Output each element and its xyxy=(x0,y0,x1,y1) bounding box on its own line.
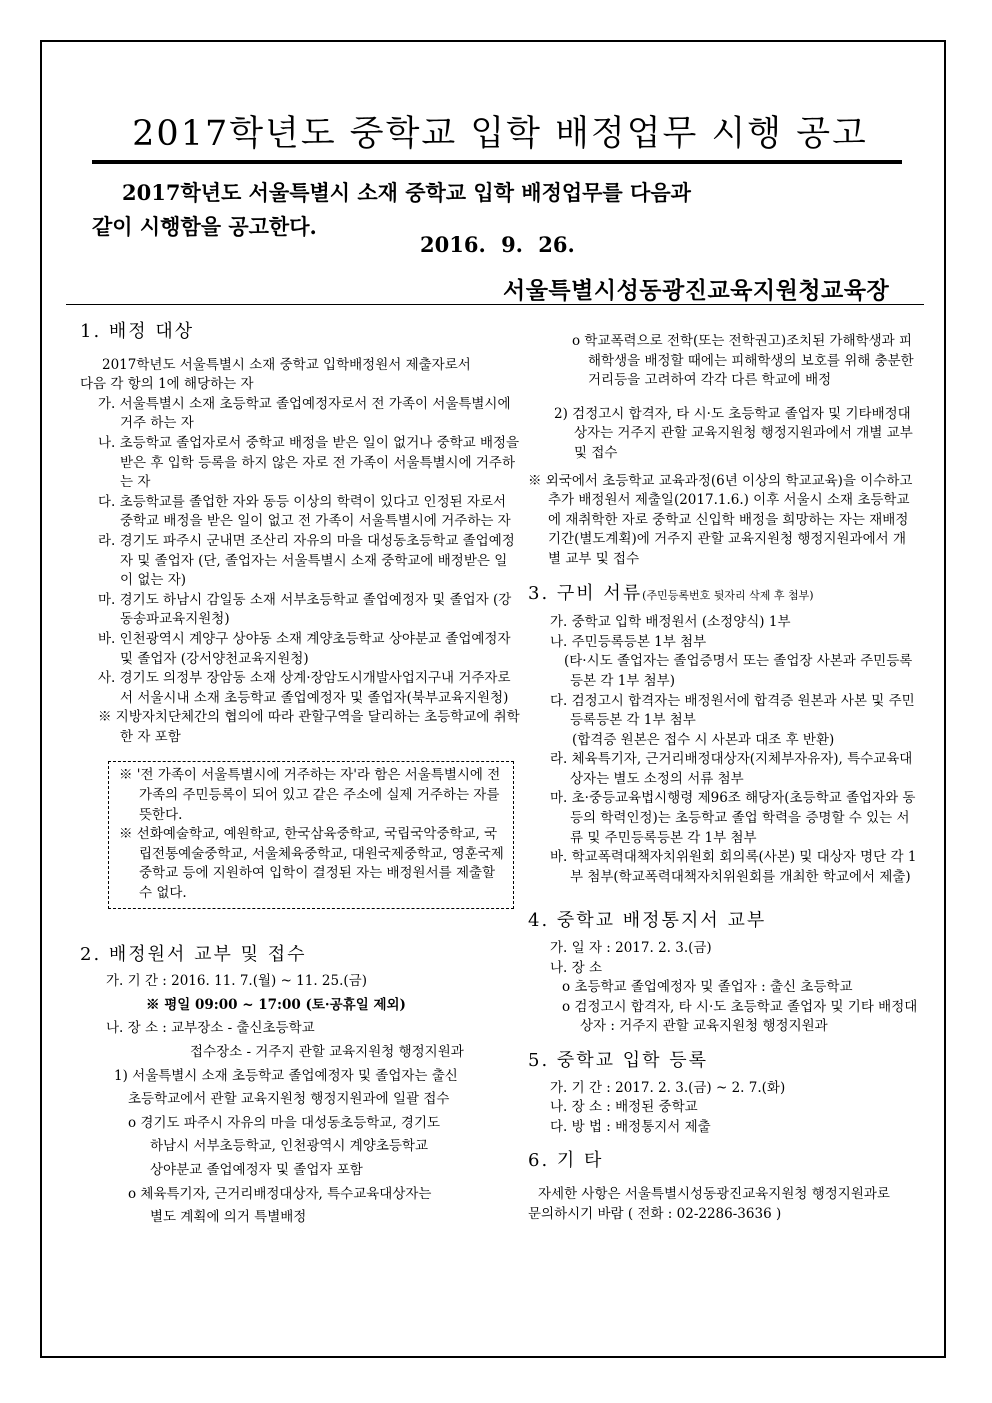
section-3-item: 가. 중학교 입학 배정원서 (소정양식) 1부 xyxy=(550,614,791,631)
section-2-item-1a: 1) 서울특별시 소재 초등학교 졸업예정자 및 졸업자는 출신 xyxy=(114,1067,458,1084)
section-1-item: 나. 초등학교 졸업자로서 중학교 배정을 받은 일이 없거나 중학교 배정을 받은 후 입학 등록을 하지 않은 자로 전 가족이 서울특별시에 거주하는 자 xyxy=(98,434,520,491)
section-3-item: 나. 주민등록등본 1부 첨부 xyxy=(550,633,707,650)
section-3-item: 라. 체육특기자, 근거리배정대상자(지체부자유자), 특수교육대상자는 별도 소정의 서류 첨부 xyxy=(550,751,913,787)
section-2-place-2: 접수장소 - 거주지 관할 교육지원청 행정지원과 xyxy=(190,1044,464,1060)
section-2-bullet-3: o 학교폭력으로 전학(또는 전학권고)조치된 가해학생과 피해학생을 배정할 때에는 피해학생의 보호를 위해 충분한 거리등을 고려하여 각각 다른 학교에 배정 xyxy=(572,333,914,389)
section-1-lead-2: 다음 각 항의 1에 해당하는 자 xyxy=(80,376,254,393)
section-2-bullet-1a: o 경기도 파주시 자유의 마을 대성동초등학교, 경기도 xyxy=(128,1114,441,1131)
section-1-item: 사. 경기도 의정부 장암동 소재 상계·장암도시개발사업지구내 거주자로서 서울시내 소재 초등학교 졸업예정자 및 졸업자(북부교육지원청) xyxy=(98,670,511,706)
section-5-heading: 5. 중학교 입학 등록 xyxy=(528,1050,709,1071)
section-1-note: ※ 지방자치단체간의 협의에 따라 관할구역을 달리하는 초등학교에 취학한 자 포함 xyxy=(98,709,520,745)
section-3-heading-note: (주민등록번호 뒷자리 삭제 후 첨부) xyxy=(642,588,814,602)
notice-box-item: ※ '전 가족이 서울특별시에 거주하는 자'라 함은 서울특별시에 전 가족의 주민등록이 되어 있고 같은 주소에 실제 거주하는 자를 뜻한다. xyxy=(119,767,501,823)
section-1-heading: 1. 배정 대상 xyxy=(80,321,195,342)
section-5-place: 나. 장 소 : 배정된 중학교 xyxy=(550,1099,698,1116)
section-1-notice-box xyxy=(108,761,514,908)
section-2-item-2: 2) 검정고시 합격자, 타 시·도 초등학교 졸업자 및 기타배정대상자는 거주지 관할 교육지원청 행정지원과에서 개별 교부 및 접수 xyxy=(554,405,913,461)
section-1-lead-1: 2017학년도 서울특별시 소재 중학교 입학배정원서 제출자로서 xyxy=(102,356,471,373)
section-2-item-1b: 초등학교에서 관할 교육지원청 행정지원과에 일괄 접수 xyxy=(128,1091,450,1108)
section-6-line-2: 문의하시기 바람 ( 전화 : 02-2286-3636 ) xyxy=(528,1205,782,1222)
issuer-divider xyxy=(66,304,924,305)
section-2-place-1: 나. 장 소 : 교부장소 - 출신초등학교 xyxy=(106,1020,315,1037)
right-column xyxy=(528,332,918,1224)
intro-line-1: 2017학년도 서울특별시 소재 중학교 입학 배정업무를 다음과 xyxy=(122,180,691,205)
section-3-title: 3. 구비 서류 xyxy=(528,582,643,604)
page-title: 2017학년도 중학교 입학 배정업무 시행 공고 xyxy=(132,114,868,154)
issuer-name: 서울특별시성동광진교육지원청교육장 xyxy=(503,277,890,304)
section-3-item: 다. 검정고시 합격자는 배정원서에 합격증 원본과 사본 및 주민등록등본 각 1부 첨부 xyxy=(550,692,915,729)
section-3-item: (합격증 원본은 접수 시 사본과 대조 후 반환) xyxy=(572,731,835,748)
section-1-item: 마. 경기도 하남시 감일동 소재 서부초등학교 졸업예정자 및 졸업자 (강동송파교육지원청) xyxy=(98,591,512,628)
section-3-item: 바. 학교폭력대책자치위원회 회의록(사본) 및 대상자 명단 각 1부 첨부(학교폭력대책자치위원회를 개최한 학교에서 제출) xyxy=(550,849,917,885)
section-2-bullet-2a: o 체육특기자, 근거리배정대상자, 특수교육대상자는 xyxy=(128,1185,432,1202)
section-2-bullet-2b: 별도 계획에 의거 특별배정 xyxy=(150,1209,307,1226)
section-1-item: 바. 인천광역시 계양구 상야동 소재 계양초등학교 상야분교 졸업예정자 및 졸업자 (강서양천교육지원청) xyxy=(98,630,511,667)
section-3-item: 마. 초·중등교육법시행령 제96조 해당자(초등학교 졸업자와 동등의 학력인정)는 초등학교 졸업 학력을 증명할 수 있는 서류 및 주민등록등본 각 1부 첨부 xyxy=(550,790,916,846)
section-5-method: 다. 방 법 : 배정통지서 제출 xyxy=(550,1118,711,1135)
section-4-bullet: o 검정고시 합격자, 타 시·도 초등학교 졸업자 및 기타 배정대상자 : 거주지 관할 교육지원청 행정지원과 xyxy=(562,998,918,1035)
title-underline xyxy=(92,160,902,164)
section-6-line-1: 자세한 사항은 서울특별시성동광진교육지원청 행정지원과로 xyxy=(538,1185,890,1202)
section-3-heading xyxy=(528,584,918,606)
section-4-place: 나. 장 소 xyxy=(550,959,602,976)
section-6-heading: 6. 기 타 xyxy=(528,1150,604,1172)
section-5-period: 가. 기 간 : 2017. 2. 3.(금) ~ 2. 7.(화) xyxy=(550,1079,786,1096)
section-4-date: 가. 일 자 : 2017. 2. 3.(금) xyxy=(550,940,712,957)
section-4-heading: 4. 중학교 배정통지서 교부 xyxy=(528,910,767,932)
section-2-bullet-1b: 하남시 서부초등학교, 인천광역시 계양초등학교 xyxy=(150,1138,428,1155)
section-1-item: 가. 서울특별시 소재 초등학교 졸업예정자로서 전 가족이 서울특별시에 거주 하는 자 xyxy=(98,395,511,432)
intro-line-2: 같이 시행함을 공고한다. xyxy=(92,214,317,239)
section-1-item: 라. 경기도 파주시 군내면 조산리 자유의 마을 대성동초등학교 졸업예정자 및 졸업자 (단, 졸업자는 서울특별시 소재 중학교에 배정받은 일이 없는 자) xyxy=(98,532,515,589)
section-2-hours: ※ 평일 09:00 ~ 17:00 (토·공휴일 제외) xyxy=(146,996,406,1013)
notice-date: 2016. 9. 26. xyxy=(420,232,575,257)
section-4-bullet: o 초등학교 졸업예정자 및 졸업자 : 출신 초등학교 xyxy=(562,979,853,996)
section-2-period: 가. 기 간 : 2016. 11. 7.(월) ~ 11. 25.(금) xyxy=(106,973,367,990)
section-2-foreign-note: ※ 외국에서 초등학교 교육과정(6년 이상의 학교교육)을 이수하고 추가 배정원서 제출일(2017.1.6.) 이후 서울시 소재 초등학교에 재취학한 자로 중학교 신입학 배정을 희망하는 자는 재배정 기간(별도계획)에 거주지 관할 교육지원청 행정지원과에서 개별 교부 및 접수 xyxy=(528,472,913,567)
section-2-heading: 2. 배정원서 교부 및 접수 xyxy=(80,943,307,965)
notice-box-item: ※ 선화예술학교, 예원학교, 한국삼육중학교, 국립국악중학교, 국립전통예술중학교, 서울체육중학교, 대원국제중학교, 영훈국제중학교 등에 지원하여 입학이 결정된 자는 배정원서를 제출할 수 없다. xyxy=(119,826,504,902)
section-2-bullet-1c: 상야분교 졸업예정자 및 졸업자 포함 xyxy=(150,1161,363,1178)
section-1-item: 다. 초등학교를 졸업한 자와 동등 이상의 학력이 있다고 인정된 자로서 중학교 배정을 받은 일이 없고 전 가족이 서울특별시에 거주하는 자 xyxy=(98,493,511,530)
section-3-item: (타·시도 졸업자는 졸업증명서 또는 졸업장 사본과 주민등록등본 각 1부 첨부) xyxy=(564,653,913,689)
left-column xyxy=(80,322,520,1228)
